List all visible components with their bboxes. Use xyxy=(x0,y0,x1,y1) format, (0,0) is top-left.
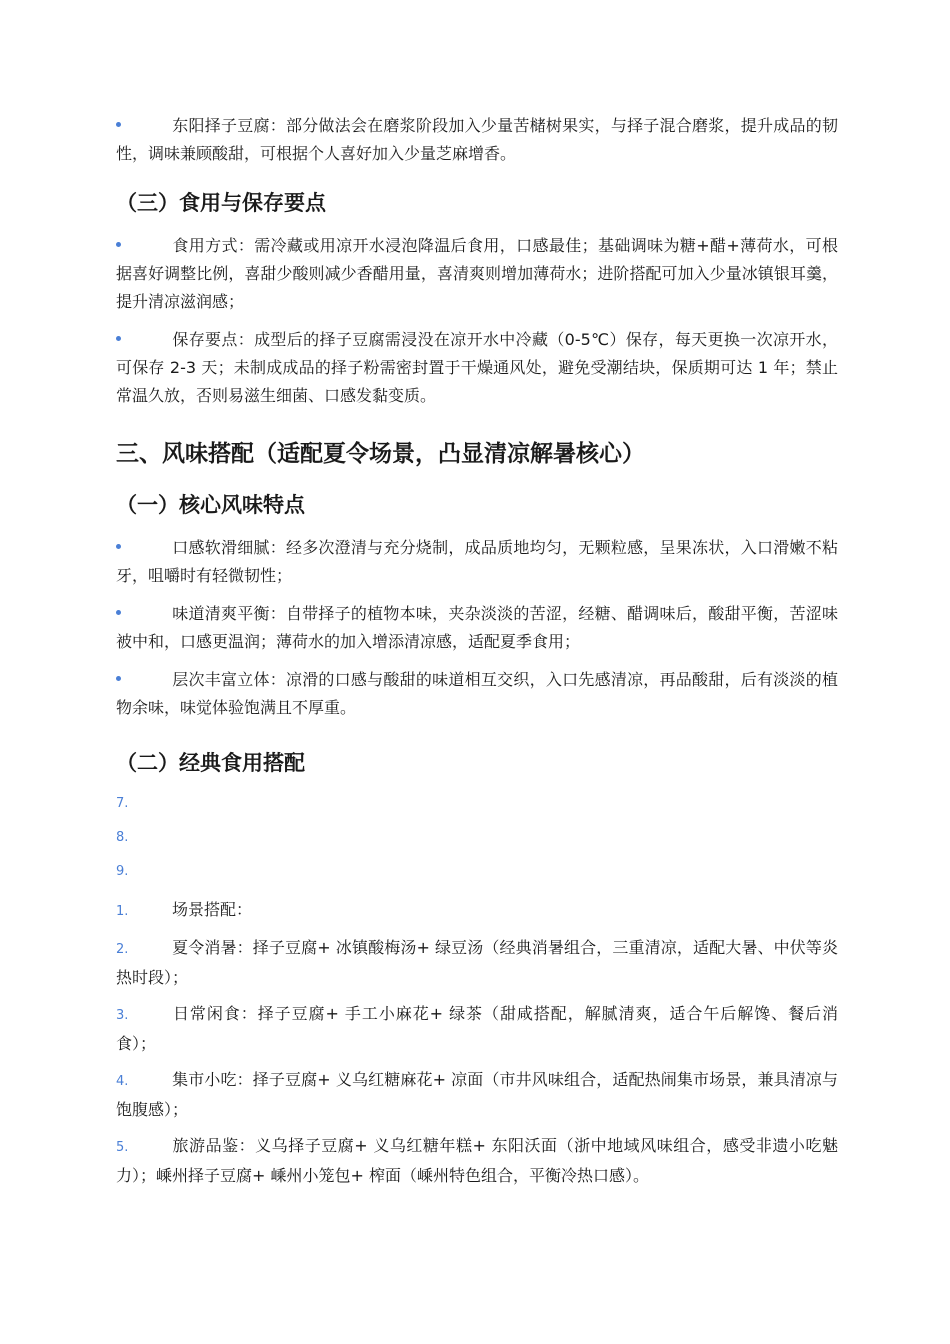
numbered-item xyxy=(116,1132,838,1190)
list-item-text: 日常闲食：择子豆腐+ 手工小麻花+ 绿茶（甜咸搭配，解腻清爽，适合午后解馋、餐后消食）； xyxy=(116,1004,838,1053)
bullet-text: 味道清爽平衡：自带择子的植物本味，夹杂淡淡的苦涩，经糖、醋调味后，酸甜平衡，苦涩味被中和，口感更温润；薄荷水的加入增添清凉感，适配夏季食用； xyxy=(116,604,838,651)
bullet-text: 东阳择子豆腐：部分做法会在磨浆阶段加入少量苦槠树果实，与择子混合磨浆，提升成品的韧性，调味兼顾酸甜，可根据个人喜好加入少量芝麻增香。 xyxy=(116,116,838,163)
bullet-icon xyxy=(116,122,121,127)
subsection-heading: （一）核心风味特点 xyxy=(116,493,305,517)
list-item-text: 旅游品鉴：义乌择子豆腐+ 义乌红糖年糕+ 东阳沃面（浙中地域风味组合，感受非遗小吃魅力）；嵊州择子豆腐+ 嵊州小笼包+ 榨面（嵊州特色组合，平衡冷热口感）。 xyxy=(116,1136,838,1185)
bullet-text: 层次丰富立体：凉滑的口感与酸甜的味道相互交织，入口先感清凉，再品酸甜，后有淡淡的植物余味，味觉体验饱满且不厚重。 xyxy=(116,670,838,717)
bullet-icon xyxy=(116,610,121,615)
bullet-text: 口感软滑细腻：经多次澄清与充分烧制，成品质地均匀，无颗粒感，呈果冻状，入口滑嫩不粘牙，咀嚼时有轻微韧性； xyxy=(116,538,838,585)
empty-list-number: 7. xyxy=(116,796,129,811)
bullet-text: 保存要点：成型后的择子豆腐需浸没在凉开水中冷藏（0-5℃）保存，每天更换一次凉开水，可保存 2-3 天；未制成成品的择子粉需密封置于干燥通风处，避免受潮结块，保质期可达 1 年；禁止常温久放，否则易滋生细菌、口感发黏变质。 xyxy=(116,330,838,405)
subsection-heading: （三）食用与保存要点 xyxy=(116,191,326,215)
list-number: 2. xyxy=(116,942,129,957)
bullet-paragraph xyxy=(116,232,838,316)
list-number: 5. xyxy=(116,1140,129,1155)
numbered-item xyxy=(116,1000,838,1058)
list-item-text: 夏令消暑：择子豆腐+ 冰镇酸梅汤+ 绿豆汤（经典消暑组合，三重清凉，适配大暑、中伏等炎热时段）； xyxy=(116,938,838,987)
document-page xyxy=(116,112,838,1198)
empty-list-number: 9. xyxy=(116,864,129,879)
bullet-text: 食用方式：需冷藏或用凉开水浸泡降温后食用，口感最佳；基础调味为糖+醋+薄荷水，可根据喜好调整比例，喜甜少酸则减少香醋用量，喜清爽则增加薄荷水；进阶搭配可加入少量冰镇银耳羹，提升清凉滋润感； xyxy=(116,236,838,311)
numbered-item xyxy=(116,1066,838,1124)
numbered-item xyxy=(116,896,838,926)
list-number: 4. xyxy=(116,1074,129,1089)
bullet-icon xyxy=(116,242,121,247)
numbered-item xyxy=(116,934,838,992)
bullet-icon xyxy=(116,676,121,681)
list-item-text: 集市小吃：择子豆腐+ 义乌红糖麻花+ 凉面（市井风味组合，适配热闹集市场景，兼具清凉与饱腹感）； xyxy=(116,1070,838,1119)
subsection-heading: （二）经典食用搭配 xyxy=(116,751,305,775)
bullet-paragraph xyxy=(116,534,838,590)
empty-list-number: 8. xyxy=(116,830,129,845)
bullet-paragraph xyxy=(116,326,838,410)
list-number: 1. xyxy=(116,904,129,919)
section-heading: 三、风味搭配（适配夏令场景，凸显清凉解暑核心） xyxy=(116,441,645,467)
bullet-paragraph xyxy=(116,666,838,722)
bullet-icon xyxy=(116,544,121,549)
list-item-text: 场景搭配： xyxy=(172,900,253,919)
bullet-paragraph xyxy=(116,112,838,168)
list-number: 3. xyxy=(116,1008,129,1023)
bullet-paragraph xyxy=(116,600,838,656)
bullet-icon xyxy=(116,336,121,341)
